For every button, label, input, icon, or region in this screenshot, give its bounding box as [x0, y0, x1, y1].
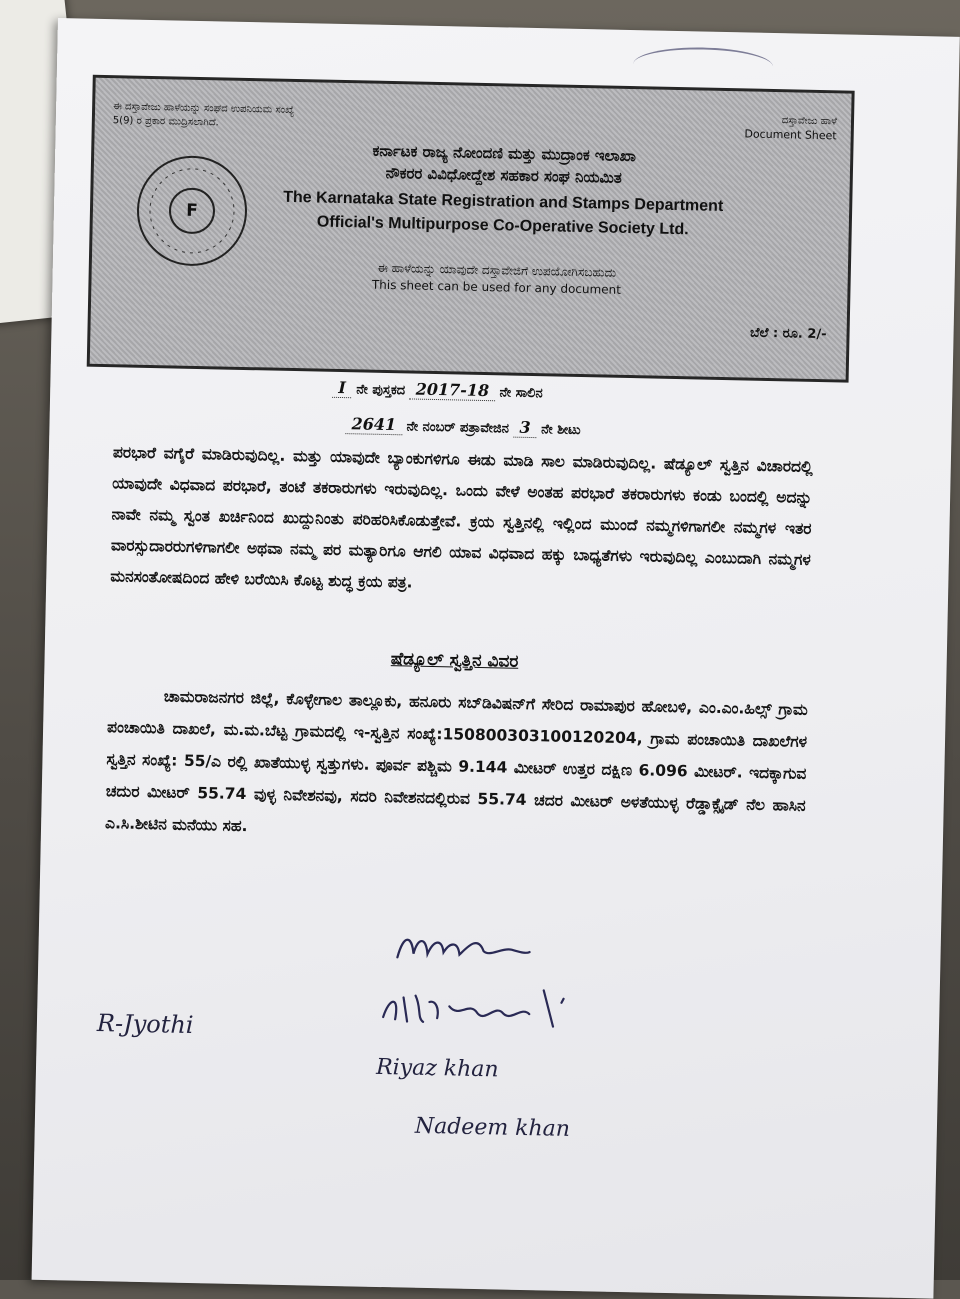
signature-nadeem-khan: Nadeem khan [414, 1113, 571, 1142]
document-number: 2641 [345, 414, 402, 435]
stamp-header-box [87, 75, 855, 383]
title-kn-line1: ಕರ್ನಾಟಕ ರಾಜ್ಯ ನೋಂದಣಿ ಮತ್ತು ಮುದ್ರಾಂಕ ಇಲಾಖಾ [372, 141, 637, 166]
title-en-line2: Official's Multipurpose Co-Operative Society Ltd. [316, 213, 689, 239]
corner-stamp-mark [633, 46, 774, 85]
document-sheet-en: Document Sheet [744, 127, 837, 143]
seal-letter: F [169, 187, 216, 234]
signature-riyaz-khan: Riyaz khan [375, 1054, 499, 1083]
header-document-sheet [697, 112, 838, 143]
document-suffix: ನೇ ನಂಬರ್ ಪತ್ರಾವೇಜಿನ [406, 419, 510, 437]
signature-scribble-1 [393, 923, 534, 970]
book-year-line [332, 378, 543, 401]
sheet-number: 3 [513, 418, 537, 438]
schedule-paragraph: ಚಾಮರಾಜನಗರ ಜಿಲ್ಲೆ, ಕೊಳ್ಳೇಗಾಲ ತಾಲ್ಲೂಕು, ಹನೂರು ಸಬ್‌ಡಿವಿಷನ್‌ಗೆ ಸೇರಿದ ರಾಮಾಪುರ ಹೋಬಳಿ, ಎಂ.ಎಂ.ಹಿಲ್ಸ್ ಗ್ರಾಮ ಪಂಚಾಯಿತಿ ದಾಖಲೆ, ಮ.ಮ.ಬೆಟ್ಟ ಗ್ರಾಮದಲ್ಲಿ ಇ-ಸ್ವತ್ತಿನ ಸಂಖ್ಯೆ:150800303100120204, ಗ್ರಾಮ ಪಂಚಾಯಿತಿ ದಾಖಲೆಗಳ ಸ್ವತ್ತಿನ ಸಂಖ್ಯೆ: 55/ಎ ರಲ್ಲಿ ಖಾತೆಯುಳ್ಳ ಸ್ವತ್ತುಗಳು. ಪೂರ್ವ ಪಶ್ಚಿಮ 9.144 ಮೀಟರ್ ಉತ್ತರ ದಕ್ಷಿಣ 6.096 ಮೀಟರ್. ಇದಕ್ಕಾಗುವ ಚದುರ ಮೀಟರ್ 55.74 ವುಳ್ಳ ನಿವೇಶನವು, ಸದರಿ ನಿವೇಶನದಲ್ಲಿರುವ 55.74 ಚದರ ಮೀಟರ್ ಅಳತೆಯುಳ್ಳ ರೆಡ್ಡಾಕ್ಸೈಡ್ ನೆಲ ಹಾಸಿನ ಎ.ಸಿ.ಶೀಟಿನ ಮನೆಯು ಸಹ. [104, 687, 808, 836]
book-suffix: ನೇ ಪುಸ್ತಕದ [356, 382, 406, 399]
signature-scribble-2 [377, 977, 588, 1031]
society-seal [136, 155, 248, 267]
header-title-kannada [294, 138, 715, 191]
title-en-line1: The Karnataka State Registration and Stamps Department [283, 188, 724, 215]
document-sheet-kn: ದಸ್ತಾವೇಜು ಹಾಳೆ [781, 115, 838, 128]
book-number: I [332, 378, 352, 398]
signature-jyothi: R-Jyothi [96, 1009, 194, 1040]
header-title-english [263, 185, 744, 243]
header-usage-note [331, 259, 662, 300]
sheet-price: ಬೆಲೆ : ರೂ. 2/- [749, 325, 827, 343]
year-suffix: ನೇ ಸಾಲಿನ [499, 385, 543, 402]
usage-en: This sheet can be used for any document [371, 277, 622, 297]
document-sheet-line [345, 414, 581, 438]
sheet-suffix: ನೇ ಶೀಟು [540, 422, 581, 439]
schedule-heading: ಷೆಡ್ಯೂಲ್ ಸ್ವತ್ತಿನ ವಿವರ [390, 649, 519, 672]
deed-body-paragraph: ಪರಭಾರೆ ವಗೈರೆ ಮಾಡಿರುವುದಿಲ್ಲ. ಮತ್ತು ಯಾವುದೇ ಬ್ಯಾಂಕುಗಳಿಗೂ ಈಡು ಮಾಡಿ ಸಾಲ ಮಾಡಿರುವುದಿಲ್ಲ. ಷೆಡ್ಯೂಲ್ ಸ್ವತ್ತಿನ ವಿಚಾರದಲ್ಲಿ ಯಾವುದೇ ವಿಧವಾದ ಪರಭಾರೆ, ತಂಟೆ ತಕರಾರುಗಳು ಇರುವುದಿಲ್ಲ. ಒಂದು ವೇಳೆ ಅಂತಹ ಪರಭಾರೆ ತಕರಾರುಗಳು ಕಂಡು ಬಂದಲ್ಲಿ ಅದನ್ನು ನಾವೇ ನಮ್ಮ ಸ್ವಂತ ಖರ್ಚಿನಿಂದ ಖುದ್ದುನಿಂತು ಪರಿಹರಿಸಿಕೊಡುತ್ತೇವೆ. ಕ್ರಯ ಸ್ವತ್ತಿನಲ್ಲಿ ಇಲ್ಲಿಂದ ಮುಂದೆ ನಮ್ಮಗಳಿಗಾಗಲೀ ನಮ್ಮಗಳ ಇತರ ವಾರಸ್ಸುದಾರರುಗಳಿಗಾಗಲೀ ಅಥವಾ ನಮ್ಮ ಪರ ಮತ್ಯಾರಿಗೂ ಆಗಲಿ ಯಾವ ವಿಧವಾದ ಹಕ್ಕು ಬಾಧ್ಯತೆಗಳು ಇರುವುದಿಲ್ಲ ಎಂಬುದಾಗಿ ನಮ್ಮಗಳ ಮನಸಂತೋಷದಿಂದ ಹೇಳಿ ಬರೆಯಿಸಿ ಕೊಟ್ಟ ಶುದ್ಧ ಕ್ರಯ ಪತ್ರ. [110, 443, 813, 592]
year-value: 2017-18 [409, 379, 495, 401]
usage-kn: ಈ ಹಾಳೆಯನ್ನು ಯಾವುದೇ ದಸ್ತಾವೇಜಿಗೆ ಉಪಯೋಗಿಸಬಹುದು [377, 260, 617, 280]
title-kn-line2: ನೌಕರರ ವಿವಿಧೋದ್ದೇಶ ಸಹಕಾರ ಸಂಘ ನಿಯಮಿತ [385, 163, 622, 187]
document-page [32, 18, 960, 1299]
header-bylaw-note: ಈ ದಸ್ತಾವೇಜು ಹಾಳೆಯನ್ನು ಸಂಘದ ಉಪನಿಯಮ ಸಂಖ್ಯೆ 5(9) ರ ಪ್ರಕಾರ ಮುದ್ರಿಸಲಾಗಿದೆ. [112, 101, 295, 129]
